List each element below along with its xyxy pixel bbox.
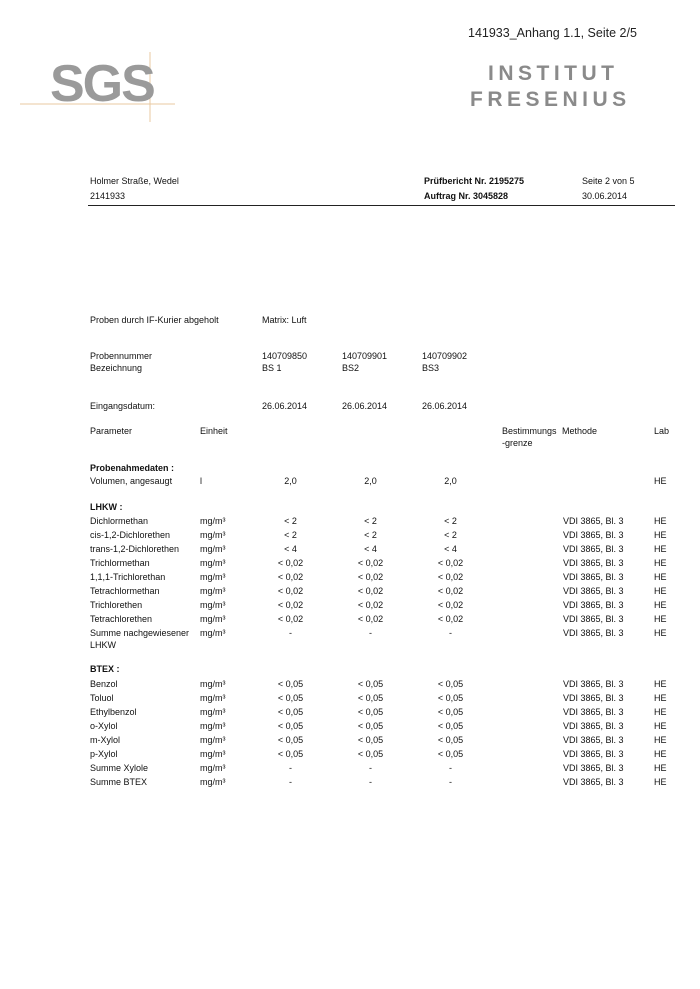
lab-code: HE — [654, 707, 667, 717]
value-sample-3: < 2 — [444, 530, 457, 540]
parameter-name: cis-1,2-Dichlorethen — [90, 530, 171, 540]
lab-code: HE — [654, 749, 667, 759]
lab-code: HE — [654, 721, 667, 731]
table-row — [0, 600, 700, 614]
sample-designation-1: BS 1 — [262, 363, 282, 373]
value-sample-1: < 0,02 — [277, 572, 304, 582]
matrix: Matrix: Luft — [262, 315, 307, 325]
parameter-unit: mg/m³ — [200, 572, 226, 582]
value-sample-3: < 0,02 — [437, 614, 464, 624]
value-sample-2: < 0,02 — [357, 600, 384, 610]
parameter-name: Toluol — [90, 693, 114, 703]
parameter-name: Ethylbenzol — [90, 707, 137, 717]
parameter-name: Trichlorethen — [90, 600, 143, 610]
method: VDI 3865, Bl. 3 — [563, 516, 624, 526]
method: VDI 3865, Bl. 3 — [563, 679, 624, 689]
parameter-unit: mg/m³ — [200, 721, 226, 731]
received-date-2: 26.06.2014 — [342, 401, 388, 411]
value-sample-1: < 0,05 — [277, 693, 304, 703]
parameter-unit: l — [200, 476, 202, 486]
parameter-name: Volumen, angesaugt — [90, 476, 173, 486]
table-row — [0, 763, 700, 777]
lab-code: HE — [654, 735, 667, 745]
column-method: Methode — [562, 426, 598, 436]
parameter-name: Tetrachlormethan — [90, 586, 160, 596]
column-lab: Lab — [654, 426, 670, 436]
parameter-name: 1,1,1-Trichlorethan — [90, 572, 166, 582]
method: VDI 3865, Bl. 3 — [563, 721, 624, 731]
parameter-unit: mg/m³ — [200, 707, 226, 717]
method: VDI 3865, Bl. 3 — [563, 572, 624, 582]
value-sample-3: < 4 — [444, 544, 457, 554]
table-row — [0, 572, 700, 586]
lab-code: HE — [654, 763, 667, 773]
parameter-name: Summe Xylole — [90, 763, 149, 773]
value-sample-2: < 0,05 — [357, 693, 384, 703]
parameter-name: o-Xylol — [90, 721, 118, 731]
page-number: Seite 2 von 5 — [582, 176, 635, 186]
value-sample-1: 2,0 — [284, 476, 297, 486]
method: VDI 3865, Bl. 3 — [563, 544, 624, 554]
value-sample-3: < 0,05 — [437, 693, 464, 703]
value-sample-3: < 2 — [444, 516, 457, 526]
sample-designation-2: BS2 — [342, 363, 360, 373]
parameter-unit: mg/m³ — [200, 586, 226, 596]
table-row — [0, 530, 700, 544]
client-number: 2141933 — [90, 191, 126, 201]
value-sample-2: < 0,02 — [357, 586, 384, 596]
section-title-btex: BTEX : — [90, 664, 120, 674]
value-sample-3: - — [449, 628, 452, 638]
column-limit: Bestimmungs — [502, 426, 557, 436]
method: VDI 3865, Bl. 3 — [563, 763, 624, 773]
column-parameter: Parameter — [90, 426, 133, 436]
report-date: 30.06.2014 — [582, 191, 628, 201]
lab-code: HE — [654, 586, 667, 596]
value-sample-2: - — [369, 628, 372, 638]
section-title-probenahme: Probenahmedaten : — [90, 463, 175, 473]
parameter-name: Trichlormethan — [90, 558, 150, 568]
lab-code: HE — [654, 679, 667, 689]
table-row — [0, 679, 700, 693]
parameter-unit: mg/m³ — [200, 763, 226, 773]
table-row — [0, 558, 700, 572]
value-sample-2: < 2 — [364, 516, 377, 526]
value-sample-1: < 0,05 — [277, 679, 304, 689]
parameter-unit: mg/m³ — [200, 679, 226, 689]
parameter-name: trans-1,2-Dichlorethen — [90, 544, 180, 554]
table-row — [0, 586, 700, 600]
value-sample-1: < 2 — [284, 530, 297, 540]
column-unit: Einheit — [200, 426, 228, 436]
parameter-unit: mg/m³ — [200, 614, 226, 624]
institut-fresenius-logo — [470, 62, 640, 112]
header-rule — [88, 205, 675, 206]
value-sample-2: 2,0 — [364, 476, 377, 486]
value-sample-3: < 0,02 — [437, 558, 464, 568]
parameter-unit: mg/m³ — [200, 516, 226, 526]
value-sample-3: 2,0 — [444, 476, 457, 486]
value-sample-2: < 0,05 — [357, 721, 384, 731]
value-sample-3: < 0,05 — [437, 679, 464, 689]
parameter-unit: mg/m³ — [200, 600, 226, 610]
method: VDI 3865, Bl. 3 — [563, 777, 624, 787]
lab-code: HE — [654, 572, 667, 582]
lab-code: HE — [654, 693, 667, 703]
value-sample-1: < 0,02 — [277, 558, 304, 568]
sample-number-3: 140709902 — [422, 351, 468, 361]
value-sample-1: < 0,05 — [277, 735, 304, 745]
parameter-name: p-Xylol — [90, 749, 118, 759]
parameter-unit: mg/m³ — [200, 693, 226, 703]
order-number: Auftrag Nr. 3045828 — [424, 191, 509, 201]
method: VDI 3865, Bl. 3 — [563, 600, 624, 610]
value-sample-1: < 0,02 — [277, 600, 304, 610]
value-sample-1: - — [289, 628, 292, 638]
sampling-note: Proben durch IF-Kurier abgeholt — [90, 315, 219, 325]
value-sample-1: - — [289, 763, 292, 773]
value-sample-2: < 0,05 — [357, 749, 384, 759]
lab-code: HE — [654, 600, 667, 610]
value-sample-1: < 2 — [284, 516, 297, 526]
received-label: Eingangsdatum: — [90, 401, 156, 411]
parameter-unit: mg/m³ — [200, 544, 226, 554]
sample-number-1: 140709850 — [262, 351, 308, 361]
received-date-1: 26.06.2014 — [262, 401, 308, 411]
parameter-name: Dichlormethan — [90, 516, 149, 526]
table-row — [0, 544, 700, 558]
table-row — [0, 735, 700, 749]
sample-designation-3: BS3 — [422, 363, 440, 373]
report-number: Prüfbericht Nr. 2195275 — [424, 176, 525, 186]
value-sample-1: - — [289, 777, 292, 787]
lab-code: HE — [654, 628, 667, 638]
value-sample-3: < 0,02 — [437, 586, 464, 596]
method: VDI 3865, Bl. 3 — [563, 693, 624, 703]
table-row — [0, 721, 700, 735]
parameter-unit: mg/m³ — [200, 558, 226, 568]
received-date-3: 26.06.2014 — [422, 401, 468, 411]
section-title-lhkw: LHKW : — [90, 502, 123, 512]
lab-code: HE — [654, 558, 667, 568]
method: VDI 3865, Bl. 3 — [563, 614, 624, 624]
method: VDI 3865, Bl. 3 — [563, 530, 624, 540]
value-sample-2: < 0,02 — [357, 614, 384, 624]
lab-code: HE — [654, 544, 667, 554]
value-sample-2: < 0,05 — [357, 707, 384, 717]
value-sample-2: < 0,05 — [357, 735, 384, 745]
address: Holmer Straße, Wedel — [90, 176, 179, 186]
sgs-logo — [20, 52, 175, 122]
logo-fresenius: FRESENIUS — [470, 88, 631, 111]
table-row — [0, 777, 700, 791]
method: VDI 3865, Bl. 3 — [563, 707, 624, 717]
logo-institut: INSTITUT — [488, 62, 619, 85]
document-reference: 141933_Anhang 1.1, Seite 2/5 — [468, 26, 637, 40]
column-limit-cont: -grenze — [502, 438, 533, 448]
value-sample-2: < 0,05 — [357, 679, 384, 689]
lab-code: HE — [654, 614, 667, 624]
value-sample-1: < 0,05 — [277, 707, 304, 717]
parameter-name: Benzol — [90, 679, 118, 689]
method: VDI 3865, Bl. 3 — [563, 558, 624, 568]
parameter-unit: mg/m³ — [200, 530, 226, 540]
value-sample-2: - — [369, 777, 372, 787]
table-row-summe-lhkw — [0, 628, 700, 654]
table-row — [0, 693, 700, 707]
value-sample-3: - — [449, 763, 452, 773]
parameter-name: Summe nachgewiesener — [90, 628, 190, 638]
value-sample-1: < 0,02 — [277, 614, 304, 624]
value-sample-2: < 2 — [364, 530, 377, 540]
method: VDI 3865, Bl. 3 — [563, 749, 624, 759]
table-row — [0, 516, 700, 530]
value-sample-3: < 0,05 — [437, 707, 464, 717]
value-sample-1: < 0,02 — [277, 586, 304, 596]
table-row — [0, 707, 700, 721]
value-sample-2: < 0,02 — [357, 572, 384, 582]
value-sample-2: < 4 — [364, 544, 377, 554]
value-sample-3: < 0,05 — [437, 721, 464, 731]
lab-code: HE — [654, 530, 667, 540]
value-sample-1: < 4 — [284, 544, 297, 554]
sample-designation-label: Bezeichnung — [90, 363, 143, 373]
lab-code: HE — [654, 516, 667, 526]
parameter-name-cont: LHKW — [90, 640, 117, 650]
table-row — [0, 614, 700, 628]
lab-code: HE — [654, 476, 667, 486]
parameter-name: Summe BTEX — [90, 777, 148, 787]
sample-number-label: Probennummer — [90, 351, 153, 361]
sample-number-2: 140709901 — [342, 351, 388, 361]
value-sample-2: - — [369, 763, 372, 773]
value-sample-1: < 0,05 — [277, 721, 304, 731]
value-sample-3: < 0,02 — [437, 572, 464, 582]
value-sample-3: - — [449, 777, 452, 787]
value-sample-1: < 0,05 — [277, 749, 304, 759]
parameter-unit: mg/m³ — [200, 749, 226, 759]
parameter-name: m-Xylol — [90, 735, 121, 745]
value-sample-3: < 0,05 — [437, 749, 464, 759]
value-sample-3: < 0,05 — [437, 735, 464, 745]
parameter-unit: mg/m³ — [200, 735, 226, 745]
lab-code: HE — [654, 777, 667, 787]
method: VDI 3865, Bl. 3 — [563, 628, 624, 638]
method: VDI 3865, Bl. 3 — [563, 735, 624, 745]
parameter-unit: mg/m³ — [200, 777, 226, 787]
parameter-unit: mg/m³ — [200, 628, 226, 638]
parameter-name: Tetrachlorethen — [90, 614, 153, 624]
sgs-logo-text: SGS — [50, 55, 154, 113]
value-sample-3: < 0,02 — [437, 600, 464, 610]
method: VDI 3865, Bl. 3 — [563, 586, 624, 596]
table-row — [0, 749, 700, 763]
value-sample-2: < 0,02 — [357, 558, 384, 568]
table-row — [0, 476, 700, 490]
